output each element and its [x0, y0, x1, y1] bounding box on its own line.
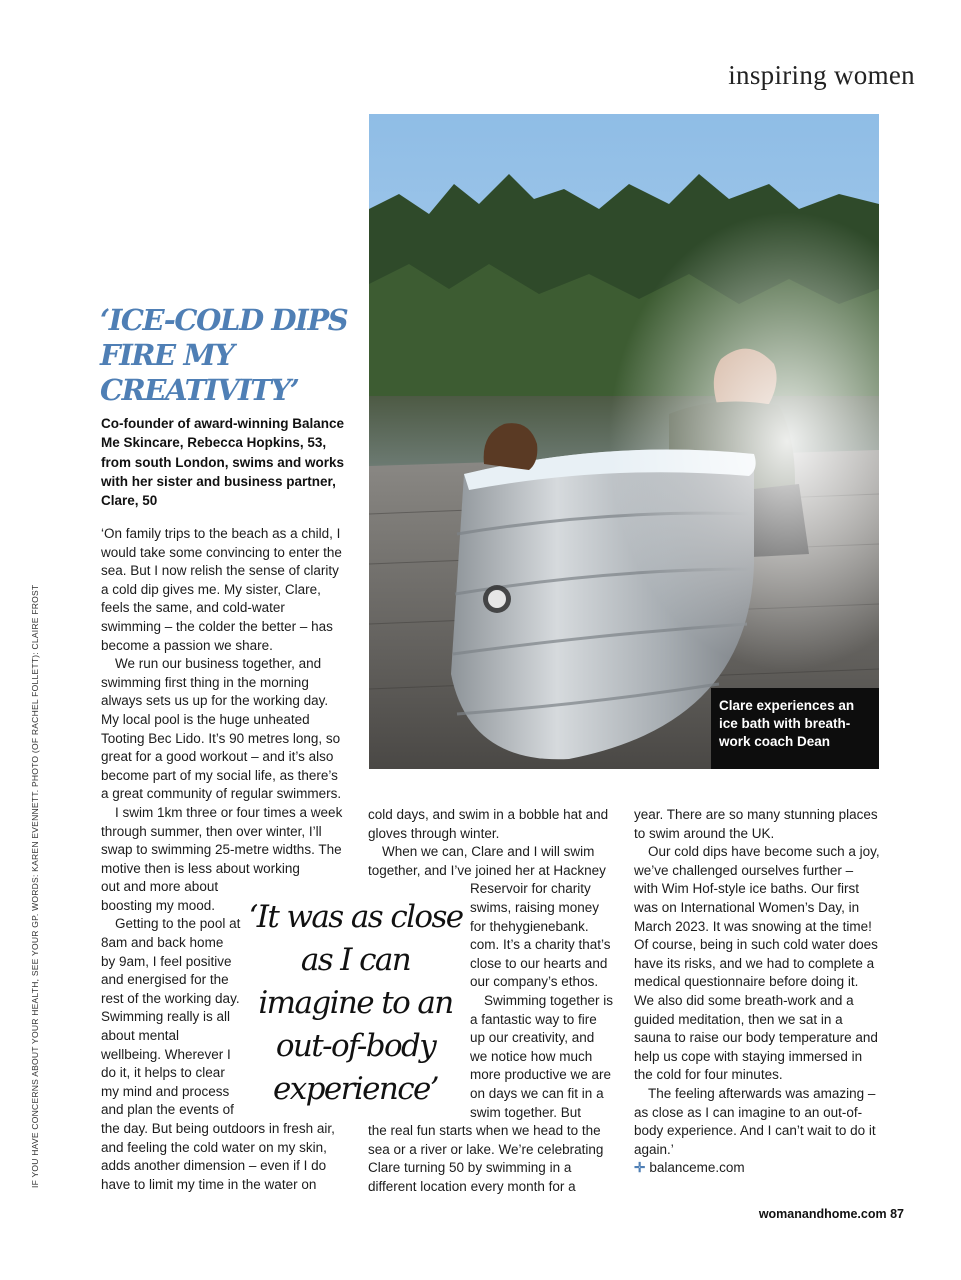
body-paragraph: I swim 1km three or four times a week through summer, then over winter, I’ll swap to swimming 25-metre widths. The motive then is less about working	[101, 804, 343, 876]
page-folio: womanandhome.com 87	[758, 1207, 904, 1221]
body-paragraph: Reservoir for charity swims, raising money for thehygienebank. com. It’s a charity that’s close to our hearts and our company’s ethos.	[470, 881, 611, 990]
pull-quote-line: experience’	[272, 1071, 439, 1107]
standfirst: Co-founder of award-winning Balance Me Skincare, Rebecca Hopkins, 53, from south London, swims and works with her sister and business partner, Clare, 50	[101, 416, 345, 509]
headline	[100, 303, 350, 408]
photo-credit: IF YOU HAVE CONCERNS ABOUT YOUR HEALTH, SEE YOUR GP. WORDS: KAREN EVENNETT. PHOTO (OF RACHEL FOLLETT): CLAIRE FROST	[30, 584, 40, 1188]
cross-icon: ✛	[634, 1160, 646, 1176]
body-paragraph: We run our business together, and swimming first thing in the morning always sets us up for the working day. My local pool is the huge unheated Tooting Bec Lido. It’s 90 metres long, so great for a good workout – and it’s also become part of my social life, as there’s a great community of regular swimmers.	[101, 656, 342, 802]
body-paragraph: cold days, and swim in a bobble hat and gloves through winter.	[368, 807, 609, 841]
body-paragraph: Our cold dips have become such a joy, we’ve challenged ourselves further – with Wim Hof-style ice baths. Our first was on International Women’s Day, in March 2023. It was snowing at the time! Of course, being in such cold water does have its risks, and we had to complete a medical questionnaire before doing it. We also did some breath-work and a guided meditation, then we sat in a sauna to raise our body temperature and help us cope with staying immersed in the cold for four minutes.	[634, 844, 880, 1083]
body-paragraph: The feeling afterwards was amazing – as close as I can imagine to an out-of-body experience. And I can’t wait to do it again.’	[634, 1085, 876, 1157]
body-paragraph: out and more about boosting my mood.	[101, 879, 219, 913]
pull-quote-line: out-of-body	[275, 1028, 436, 1064]
pull-quote-line: ‘It was as close	[248, 899, 463, 935]
feature-photo	[369, 114, 879, 769]
body-paragraph: the real fun starts when we head to the sea or a river or lake. We’re celebrating Clare turning 50 by swimming in a different location every month for a	[368, 1123, 604, 1194]
body-paragraph: When we can, Clare and I will swim together, and I’ve joined her at Hackney	[368, 844, 606, 878]
headline-line: ‘ICE-COLD DIPS	[100, 303, 348, 337]
body-paragraph: Getting to the pool at 8am and back home by 9am, I feel positive and energised for the rest of the working day. Swimming really is all about mental wellbeing. Wherever I do it, it helps to clear my mind and process and plan the events of	[101, 916, 241, 1118]
photo-caption: Clare experiences an ice bath with breath-work coach Dean	[711, 688, 879, 769]
ice-bath-photo-illustration	[369, 114, 879, 769]
website-link[interactable]: balanceme.com	[649, 1160, 745, 1176]
headline-line: FIRE MY	[100, 338, 234, 372]
pull-quote-line: as I can	[300, 942, 411, 978]
pull-quote-line: imagine to an	[258, 985, 453, 1021]
website-reference	[634, 1159, 880, 1178]
body-column-3	[634, 806, 880, 1178]
body-paragraph: ‘On family trips to the beach as a child, I would take some convincing to enter the sea. But I now relish the sense of clarity a cold dip gives me. My sister, Clare, feels the same, and cold-water swimming – the colder the better – has become a passion we share.	[101, 526, 342, 653]
section-title: inspiring women	[728, 60, 915, 90]
body-paragraph: year. There are so many stunning places to swim around the UK.	[634, 807, 878, 841]
headline-line: CREATIVITY’	[100, 373, 299, 407]
body-paragraph: the day. But being outdoors in fresh air, and feeling the cold water on my skin, adds another dimension – even if I do have to limit my time in the water on	[101, 1121, 335, 1192]
body-column-2	[368, 806, 614, 1196]
body-paragraph: Swimming together is a fantastic way to fire up our creativity, and we notice how much more productive we are on days we can fit in a swim together. But	[470, 992, 614, 1120]
